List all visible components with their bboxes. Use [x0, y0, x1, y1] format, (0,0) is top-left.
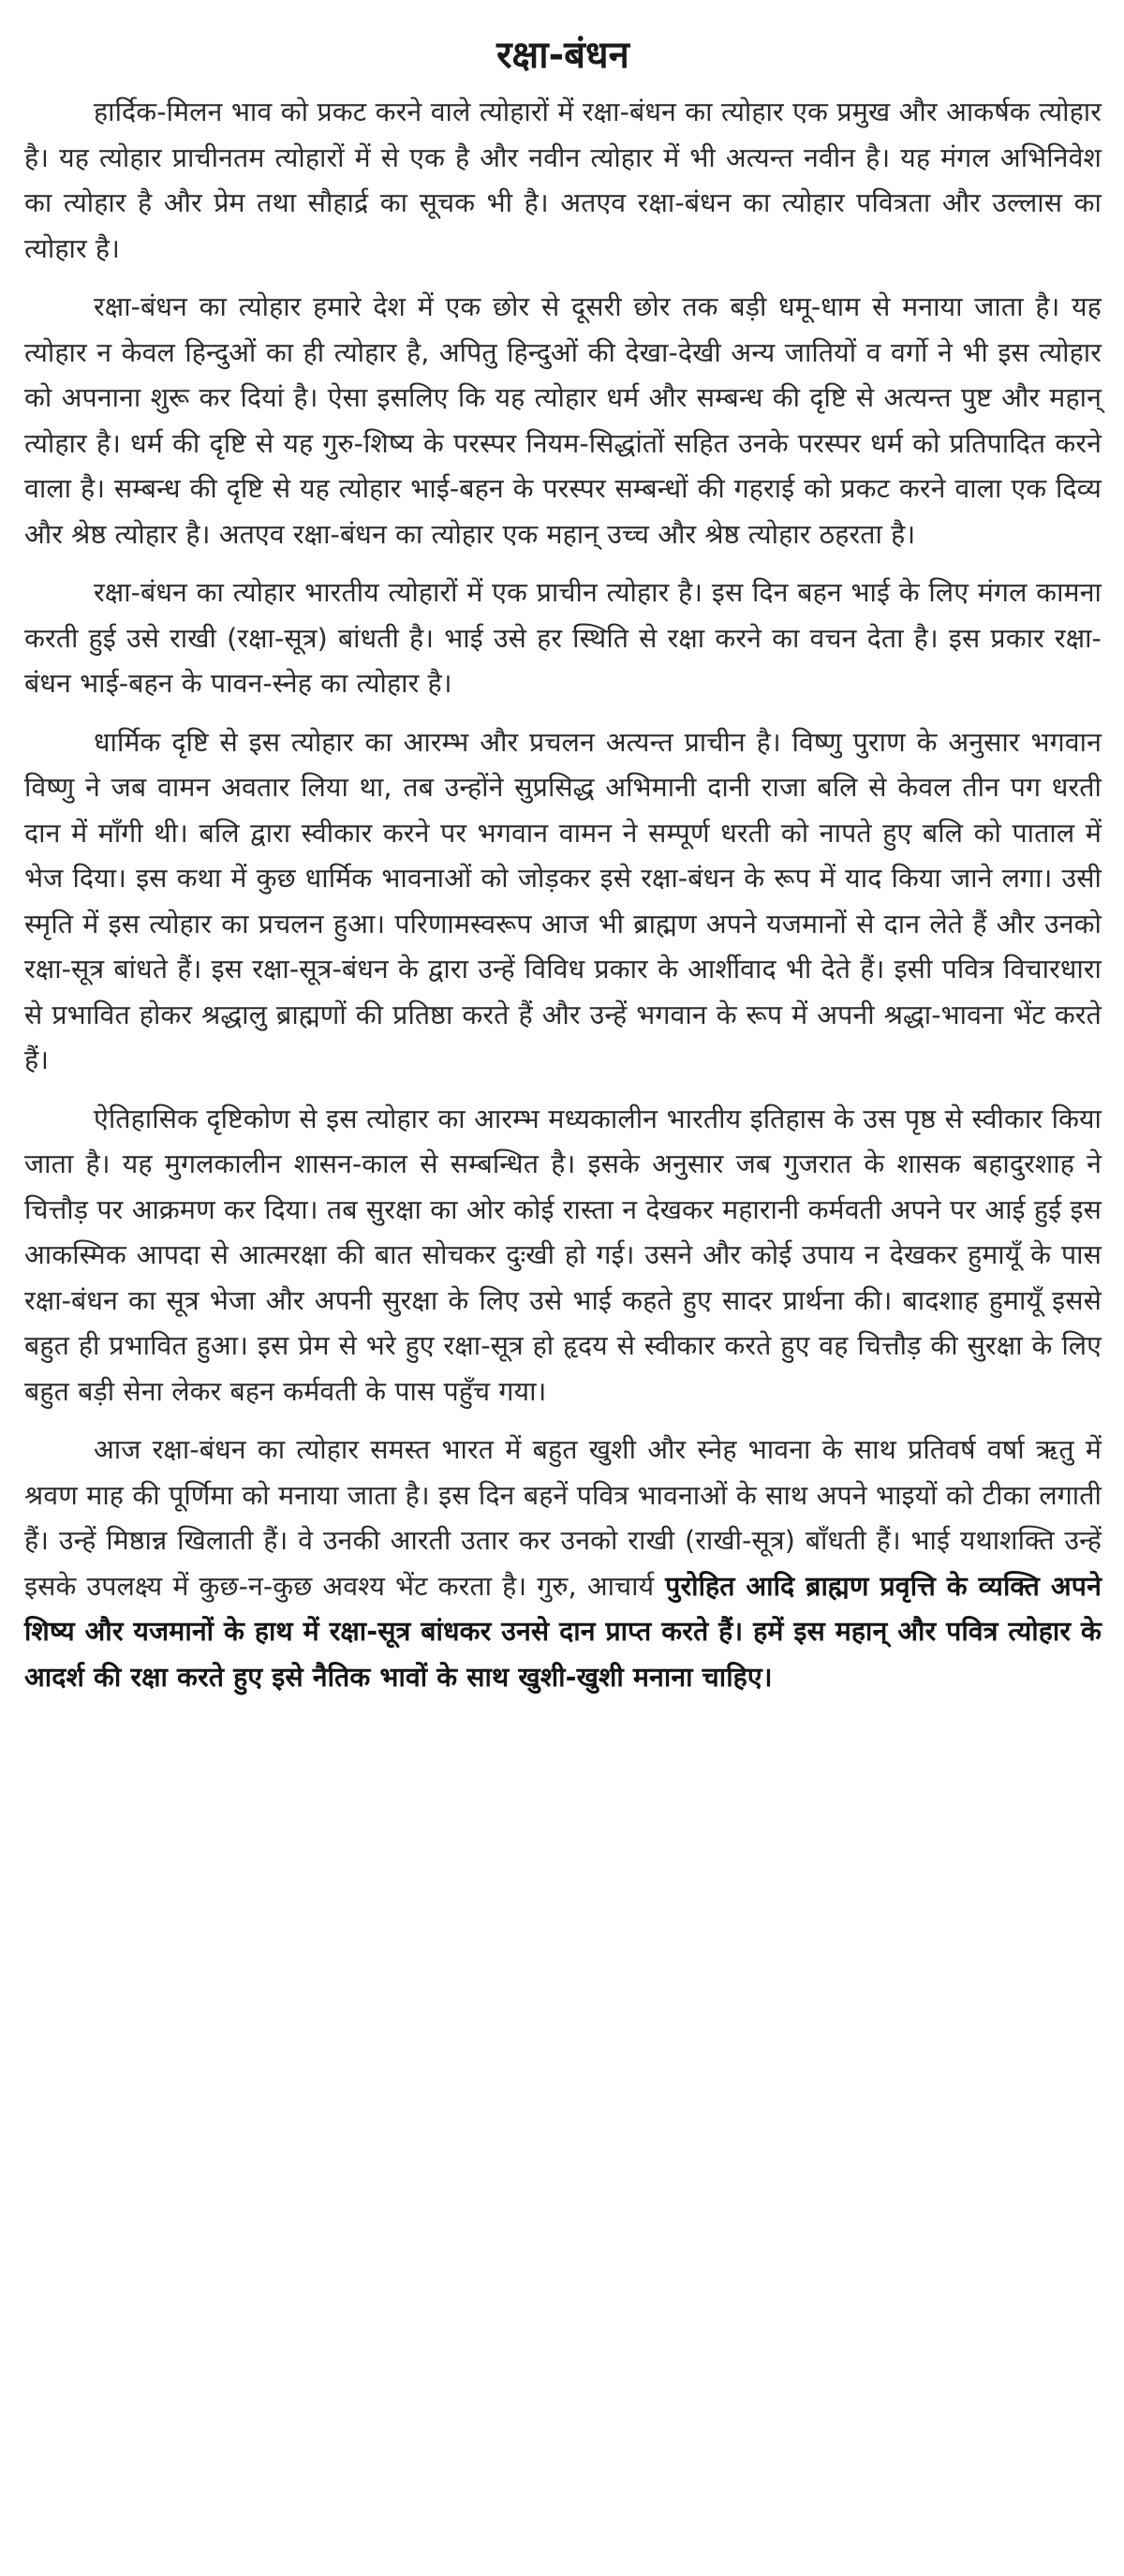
paragraph-religious-view: धार्मिक दृष्टि से इस त्योहार का आरम्भ और प्रचलन अत्यन्त प्राचीन है। विष्णु पुराण के अनुसार भगवान विष्णु ने जब वामन अवतार लिया था, तब उन्होंने सुप्रसिद्ध अभिमानी दानी राजा बलि से केवल तीन पग धरती दान में माँगी थी। बलि द्वारा स्वीकार करने पर भगवान वामन ने सम्पूर्ण धरती को नापते हुए बलि को पाताल में भेज दिया। इस कथा में कुछ धार्मिक भावनाओं को जोड़कर इसे रक्षा-बंधन के रूप में याद किया जाने लगा। उसी स्मृति में इस त्योहार का प्रचलन हुआ। परिणामस्वरूप आज भी ब्राह्मण अपने यजमानों से दान लेते हैं और उनको रक्षा-सूत्र बांधते हैं। इस रक्षा-सूत्र-बंधन के द्वारा उन्हें विविध प्रकार के आर्शीवाद भी देते हैं। इसी पवित्र विचारधारा से प्रभावित होकर श्रद्धालु ब्राह्मणों की प्रतिष्ठा करते हैं और उन्हें भगवान के रूप में अपनी श्रद्धा-भावना भेंट करते हैं।: [24, 726, 1102, 1075]
paragraph-celebration: रक्षा-बंधन का त्योहार हमारे देश में एक छोर से दूसरी छोर तक बड़ी धमू-धाम से मनाया जाता है। यह त्योहार न केवल हिन्दुओं का ही त्योहार है, अपितु हिन्दुओं की देखा-देखी अन्य जातियों व वर्गो ने भी इस त्योहार को अपनाना शुरू कर दियां है। ऐसा इसलिए कि यह त्योहार धर्म और सम्बन्ध की दृष्टि से अत्यन्त पुष्ट और महान् त्योहार है। धर्म की दृष्टि से यह गुरु-शिष्य के परस्पर नियम-सिद्धांतों सहित उनके परस्पर धर्म को प्रतिपादित करने वाला है। सम्बन्ध की दृष्टि से यह त्योहार भाई-बहन के परस्पर सम्बन्धों की गहराई को प्रकट करने वाला एक दिव्य और श्रेष्ठ त्योहार है। अतएव रक्षा-बंधन का त्योहार एक महान् उच्च और श्रेष्ठ त्योहार ठहरता है।: [24, 291, 1102, 550]
paragraph-introduction: हार्दिक-मिलन भाव को प्रकट करने वाले त्योहारों में रक्षा-बंधन का त्योहार एक प्रमुख और आकर्षक त्योहार है। यह त्योहार प्राचीनतम त्योहारों में से एक है और नवीन त्योहार में भी अत्यन्त नवीन है। यह मंगल अभिनिवेश का त्योहार है और प्रेम तथा सौहार्द्र का सूचक भी है। अतएव रक्षा-बंधन का त्योहार पवित्रता और उल्लास का त्योहार है।: [24, 96, 1102, 264]
conclusion-bold-text: पुरोहित आदि ब्राह्मण प्रवृत्ति के व्यक्ति अपने शिष्य और यजमानों के हाथ में रक्षा-सूत्र बांधकर उनसे दान प्राप्त करते हैं। हमें इस महान् और पवित्र त्योहार के आदर्श की रक्षा करते हुए इसे नैतिक भावों के साथ खुशी-खुशी मनाना चाहिए।: [24, 1570, 1102, 1693]
conclusion-text: आज रक्षा-बंधन का त्योहार समस्त भारत में बहुत खुशी और स्नेह भावना के साथ प्रतिवर्ष वर्षा ऋतु में श्रवण माह की पूर्णिमा को मनाया जाता है। इस दिन बहनें पवित्र भावनाओं के साथ अपने भाइयों को टीका लगाती हैं। उन्हें मिष्ठान्न खिलाती हैं। वे उनकी आरती उतार कर उनको राखी (राखी-सूत्र) बाँधती हैं। भाई यथाशक्ति उन्हें इसके उपलक्ष्य में कुछ-न-कुछ अवश्य भेंट करता है। गुरु, आचार्य: [24, 1434, 1102, 1602]
paragraph-conclusion: [24, 1428, 1102, 1700]
paragraph-historical-view: ऐतिहासिक दृष्टिकोण से इस त्योहार का आरम्भ मध्यकालीन भारतीय इतिहास के उस पृष्ठ से स्वीकार किया जाता है। यह मुगलकालीन शासन-काल से सम्बन्धित है। इसके अनुसार जब गुजरात के शासक बहादुरशाह ने चित्तौड़ पर आक्रमण कर दिया। तब सुरक्षा का ओर कोई रास्ता न देखकर महारानी कर्मवती अपने पर आई हुई इस आकस्मिक आपदा से आत्मरक्षा की बात सोचकर दुःखी हो गई। उसने और कोई उपाय न देखकर हुमायूँ के पास रक्षा-बंधन का सूत्र भेजा और अपनी सुरक्षा के लिए उसे भाई कहते हुए सादर प्रार्थना की। बादशाह हुमायूँ इससे बहुत ही प्रभावित हुआ। इस प्रेम से भरे हुए रक्षा-सूत्र हो हृदय से स्वीकार करते हुए वह चित्तौड़ की सुरक्षा के लिए बहुत बड़ी सेना लेकर बहन कर्मवती के पास पहुँच गया।: [24, 1103, 1102, 1407]
essay-title: रक्षा-बंधन: [496, 34, 629, 77]
paragraph-ancient-festival: रक्षा-बंधन का त्योहार भारतीय त्योहारों में एक प्राचीन त्योहार है। इस दिन बहन भाई के लिए मंगल कामना करती हुई उसे राखी (रक्षा-सूत्र) बांधती है। भाई उसे हर स्थिति से रक्षा करने का वचन देता है। इस प्रकार रक्षा-बंधन भाई-बहन के पावन-स्नेह का त्योहार है।: [24, 577, 1102, 699]
